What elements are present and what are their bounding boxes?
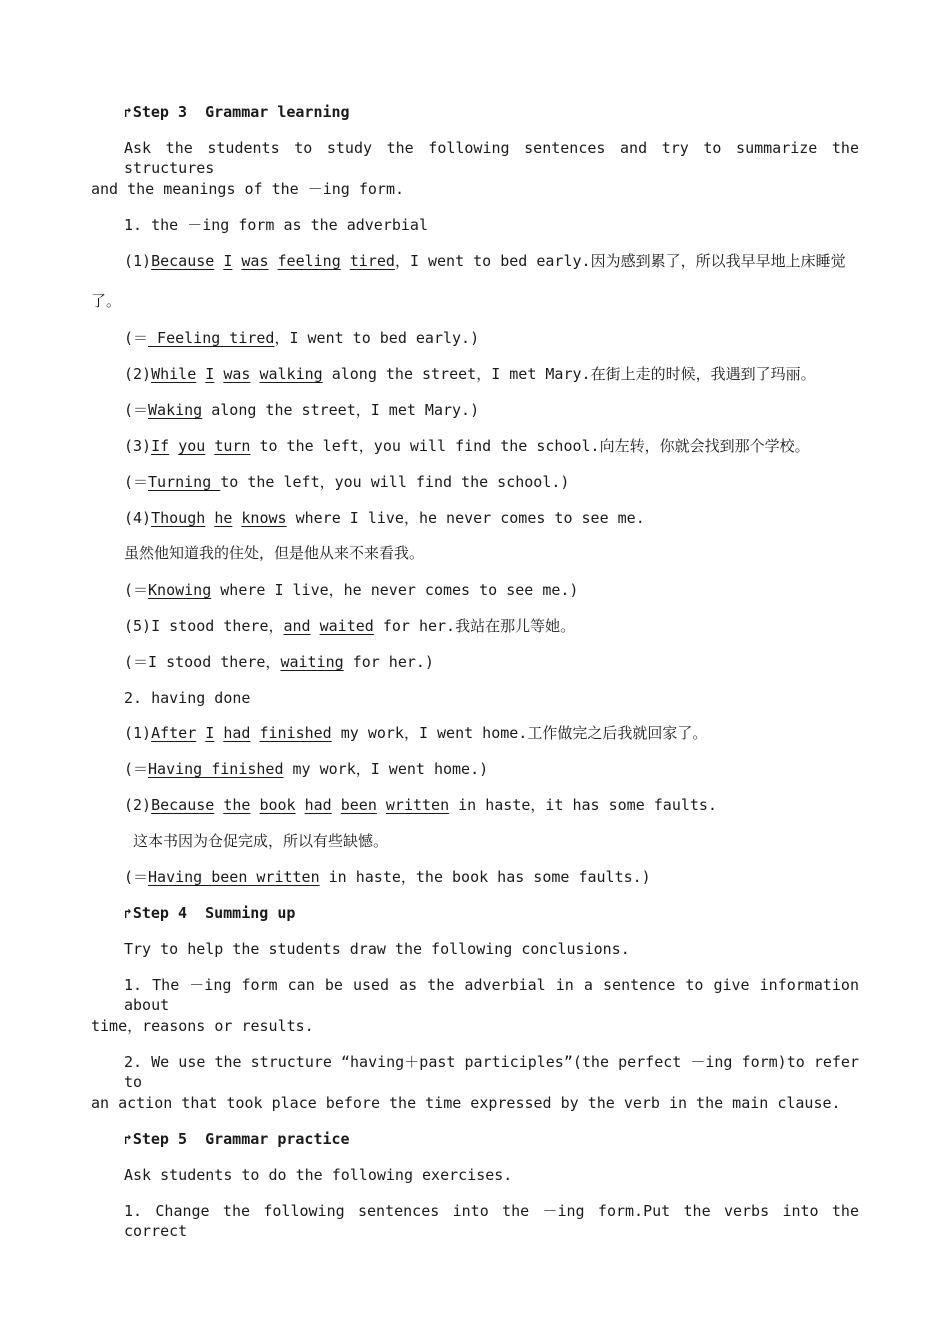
example-7: (2)Because the book had been written in haste，it has some faults. [124,796,717,814]
step4-point-1-cont: time，reasons or results. [91,1017,314,1035]
step4-point-1: 1. The －ing form can be used as the adverbial in a sentence to give information about [124,976,859,1014]
step4-heading: ↱Step 4 Summing up [124,904,296,922]
example-2: (2)While I was walking along the street，I met Mary.在街上走的时候，我遇到了玛丽。 [124,365,816,383]
example-4-cn: 虽然他知道我的住处，但是他从来不来看我。 [124,544,425,562]
step3-heading: ↱Step 3 Grammar learning [124,103,350,121]
step3-intro-cont: and the meanings of the －ing form. [91,180,405,198]
example-4-equivalent: (＝Knowing where I live，he never comes to see me.) [124,581,579,599]
step-marker-icon: ↱ [124,1133,132,1148]
example-1-cn-cont: 了。 [91,292,122,310]
step-marker-icon: ↱ [124,907,132,922]
example-3: (3)If you turn to the left，you will find the school.向左转，你就会找到那个学校。 [124,437,810,455]
example-1-equivalent: (＝ Feeling tired，I went to bed early.) [124,329,480,347]
step4-intro: Try to help the students draw the following conclusions. [124,940,630,958]
step-marker-icon: ↱ [124,106,132,121]
step5-heading: ↱Step 5 Grammar practice [124,1130,350,1148]
example-7-cn: 这本书因为仓促完成，所以有些缺憾。 [133,832,389,850]
example-1: (1)Because I was feeling tired，I went to bed early.因为感到累了，所以我早早地上床睡觉 [124,252,846,270]
example-7-equivalent: (＝Having been written in haste，the book has some faults.) [124,868,651,886]
example-4: (4)Though he knows where I live，he never comes to see me. [124,509,645,527]
step5-exercise-1: 1. Change the following sentences into the －ing form.Put the verbs into the correct [124,1202,859,1240]
example-5-equivalent: (＝I stood there，waiting for her.) [124,653,434,671]
example-6-equivalent: (＝Having finished my work，I went home.) [124,760,489,778]
example-2-equivalent: (＝Waking along the street，I met Mary.) [124,401,480,419]
example-6: (1)After I had finished my work，I went home.工作做完之后我就回家了。 [124,724,708,742]
section1-title: 1. the －ing form as the adverbial [124,216,428,234]
step3-intro: Ask the students to study the following sentences and try to summarize the structures [124,139,859,177]
example-5: (5)I stood there，and waited for her.我站在那儿等她。 [124,617,576,635]
step4-point-2: 2. We use the structure “having＋past participles”(the perfect －ing form)to refer to [124,1053,859,1091]
section2-title: 2. having done [124,689,251,707]
example-3-equivalent: (＝Turning to the left，you will find the school.) [124,473,570,491]
step5-intro: Ask students to do the following exercises. [124,1166,513,1184]
step4-point-2-cont: an action that took place before the time expressed by the verb in the main clause. [91,1094,841,1112]
